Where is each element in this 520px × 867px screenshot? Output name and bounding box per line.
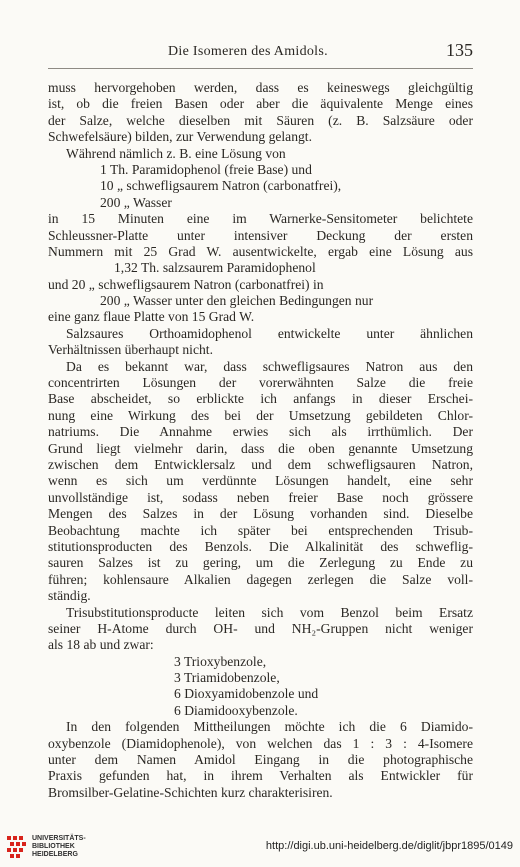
text-line: unter dem Namen Amidol Eingang in die photographische: [48, 752, 473, 768]
list-item: 3 Trioxybenzole,: [174, 653, 267, 669]
text-line: Base abscheidet, so erblickte ich anfangs in dieser Erschei-: [48, 391, 473, 407]
text-line: concentrirten Lösungen der vorerwähnten Salze die freie: [48, 375, 473, 391]
text-line: Grund liegt vielmehr darin, dass die oben genannte Umsetzung: [48, 440, 473, 456]
library-logo-text: UNIVERSITÄTS- BIBLIOTHEK HEIDELBERG: [32, 835, 86, 858]
text-line: Nummern mit 25 Grad W. ausentwickelte, ergab eine Lösung aus: [48, 243, 473, 259]
text-line: ist, ob die freien Basen oder aber die äquivalente Menge eines: [48, 96, 473, 112]
page-footer: [0, 826, 520, 867]
text-line: wenn es sich um verdünnte Lösungen handelt, eine sehr: [48, 473, 473, 489]
list-item: 6 Diamidooxybenzole.: [174, 702, 298, 718]
text-line: Beobachtung machte ich später bei entsprechenden Trisub-: [48, 522, 473, 538]
text-line: Während nämlich z. B. eine Lösung von: [66, 145, 286, 161]
text-line: seiner H-Atome durch OH- und NH₂-Gruppen nicht weniger: [48, 620, 473, 636]
text-line: Trisubstitutionsproducte leiten sich vom Benzol beim Ersatz: [66, 604, 473, 620]
list-item: 3 Triamidobenzole,: [174, 670, 280, 686]
recipe-line: 1 Th. Paramidophenol (freie Base) und: [100, 161, 312, 177]
text-line: eine ganz flaue Platte von 15 Grad W.: [48, 309, 255, 325]
text-line: Salzsaures Orthoamidophenol entwickelte unter ähnlichen: [66, 325, 473, 341]
text-line: Praxis gefunden hat, in ihrem Verhalten als Entwickler für: [48, 768, 473, 784]
text-line: Bromsilber-Gelatine-Schichten kurz charakterisiren.: [48, 784, 333, 800]
text-line: natriums. Die Annahme erwies sich als irrthümlich. Der: [48, 424, 473, 440]
text-line: in 15 Minuten eine im Warnerke-Sensitometer belichtete: [48, 211, 473, 227]
text-line: der Salze, welche dieselben mit Säuren (z. B. Salzsäure oder: [48, 112, 473, 128]
text-line: Schwefelsäure) bilden, zur Verwendung gelangt.: [48, 129, 312, 145]
recipe-line: 1,32 Th. salzsaurem Paramidophenol: [114, 260, 316, 276]
page-header: [48, 40, 473, 66]
text-line: sauren Salzes ist zu gering, um die Zerlegung zu Ende zu: [48, 555, 473, 571]
recipe-line: und 20 „ schwefligsaurem Natron (carbonatfrei) in: [48, 276, 324, 292]
source-url-link[interactable]: http://digi.ub.uni-heidelberg.de/diglit/jbpr1895/0149: [265, 840, 513, 852]
running-title: Die Isomeren des Amidols.: [168, 44, 328, 59]
text-line: ständig.: [48, 588, 91, 604]
list-item: 6 Dioxyamidobenzole und: [174, 686, 319, 702]
text-line: nung eine Wirkung des bei der Umsetzung gebildeten Chlor-: [48, 407, 473, 423]
text-line: oxybenzole (Diamidophenole), von welchen das 1 : 3 : 4-Isomere: [48, 735, 473, 751]
text-line: Schleussner-Platte unter intensiver Deckung der ersten: [48, 227, 473, 243]
text-line: muss hervorgehoben werden, dass es keineswegs gleichgültig: [48, 80, 473, 95]
body-text: [48, 80, 473, 801]
header-rule: [48, 68, 473, 69]
text-line: unvollständige ist, sodass neben freier Base noch grössere: [48, 489, 473, 505]
text-line: Mengen des Salzes in der Lösung vorhanden sind. Dieselbe: [48, 506, 473, 522]
university-library-logo-icon: [6, 834, 28, 860]
recipe-line: 200 „ Wasser unter den gleichen Bedingungen nur: [100, 293, 374, 309]
text-line: stitutionsproducten des Benzols. Die Alkalinität des schweflig-: [48, 538, 473, 554]
text-line: Verhältnissen überhaupt nicht.: [48, 342, 213, 358]
text-line: führen; kohlensaure Alkalien dagegen zerlegen die Salze voll-: [48, 571, 473, 587]
recipe-line: 200 „ Wasser: [100, 194, 172, 210]
page-number: 135: [446, 40, 473, 60]
text-line: In den folgenden Mittheilungen möchte ich die 6 Diamido-: [66, 719, 473, 735]
text-line: Da es bekannt war, dass schwefligsaures Natron aus den: [66, 358, 473, 374]
text-line: als 18 ab und zwar:: [48, 637, 154, 653]
recipe-line: 10 „ schwefligsaurem Natron (carbonatfrei),: [100, 178, 342, 194]
text-line: zwischen dem Entwicklersalz und dem schwefligsauren Natron,: [48, 456, 473, 472]
